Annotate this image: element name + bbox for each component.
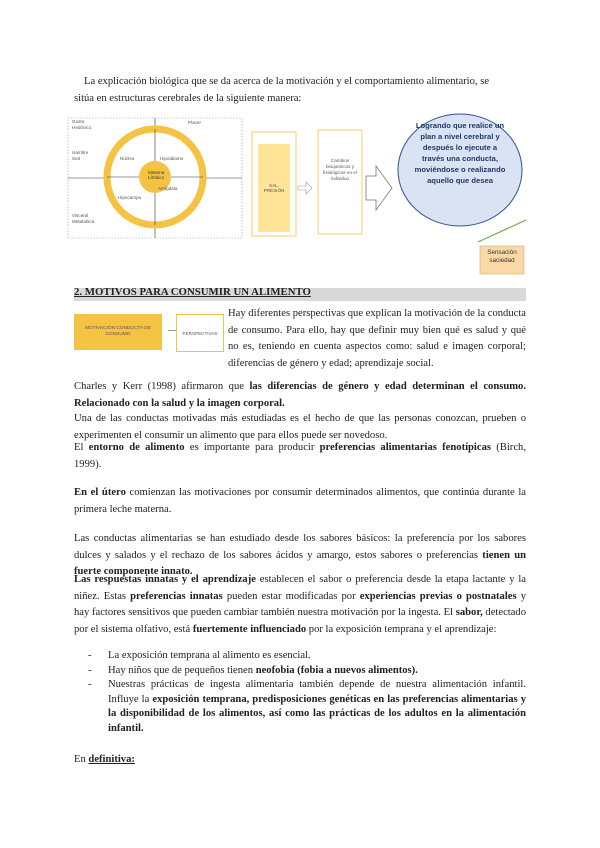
bullet-3 [74,678,526,736]
resp-c: preferencias innatas [130,590,223,602]
conductas-paragraph: Una de las conductas motivadas más estudiadas es el hecho de que las personas conozcan, prueben o experimenten el consumir un alimento que para ellos puede ser novedoso. [74,413,526,441]
entorno-e: (Birch, 1999). [74,442,526,470]
bullet-1: - La exposición temprana al alimento es esencial. [74,649,526,664]
sabores-text: Las conductas alimentarias se han estudiado desde los sabores básicos: la preferencia por los sabores dulces y salados y el rechazo de los sabores ácidos y amargo, estos sabores o preferencias [74,533,526,561]
connector-line [168,330,176,331]
section-2-heading: 2. MOTIVOS PARA CONSUMIR UN ALIMENTO [74,286,311,298]
resp-i: fuertemente influenciado [192,623,307,635]
bullet-2-text: Hay niños que de pequeños tienen [108,664,256,676]
resp-g: sabor, [455,607,483,618]
utero-bold: En el útero [74,487,126,498]
label-nucleo: Núcleo [120,156,135,161]
intro-line-1: La explicación biológica que se da acerca de la motivación y el comportamiento alimentario, se [84,76,490,87]
label-gusto: Gusto [72,119,85,124]
conclusion-a: En [74,754,89,765]
perspectivas-box: PERSPECTIVAS [176,314,224,352]
entorno-a: El [74,442,89,453]
label-hedonico: Hedónico [72,125,92,130]
sabores-bold: tienen un fuerte componente innato. [74,549,526,577]
conclusion-paragraph [74,752,526,769]
relacionado-bold: Relacionado con la salud y la imagen corporal. [74,397,285,409]
resp-b: establecen el sabor o preferencia desde la etapa lactante y la niñez. Estas [74,574,526,602]
label-hambre: Hambre [72,150,89,155]
sensacion-text: Sensación saciedad [487,249,517,264]
utero-text: comienzan las motivaciones por consumir determinados alimentos, que continúa durante la primera leche materna. [74,487,526,515]
green-line [478,220,526,242]
charles-bold: las diferencias de género y edad determinan el consumo. [249,381,526,392]
bullet-2-bold: neofobia (fobia a nuevos alimentos). [255,664,418,676]
bullet-list [74,649,526,736]
charles-kerr-paragraph [74,379,526,412]
entorno-b: entorno de alimento [88,442,185,453]
arrow-right-1 [298,182,312,194]
conclusion-b: definitiva: [88,754,135,765]
middle-box [318,130,362,234]
oval-text: Logrando que realice un plan a nivel cerebral y después lo ejecute a través una conducta, moviéndose o realizando aquello que desea [414,121,506,185]
respuestas-paragraph [74,572,526,638]
resp-j: por la exposición temprana y el aprendizaje: [306,623,497,635]
bullet-2 [74,664,526,679]
label-hipocampo: Hipocampo [118,195,142,200]
arrow-right-2 [366,166,392,210]
bullet-3-text: Nuestras prácticas de ingesta alimentaria también depende de nuestra alimentación infantil. Influye la [108,679,526,705]
utero-paragraph [74,485,526,518]
intro-paragraph [74,74,526,107]
resp-a: Las respuestas innatas y el aprendizaje [74,574,256,585]
perspectivas-paragraph: Hay diferentes perspectivas que explican la motivación de la conducta de consumo. Para ello, hay que definir muy bien qué es salud y qué no es, teniendo en cuenta aspectos como: salud e imagen corporal; diferencias de género y edad; aprendizaje social. [228,308,526,369]
gold-box-text: SAL, PRESIÓN [263,183,285,193]
label-amigdala: Amígdala [158,186,178,191]
intro-line-2: sitúa en estructuras cerebrales de la siguiente manera: [74,92,302,104]
middle-box-text: Cambios bioquímicos y fisiológicos en el individuo [323,158,357,181]
label-metabolica: Metabólica [72,219,95,224]
motivacion-box: MOTIVACIÓN CONDUCTA DE CONSUMO [74,314,162,350]
label-hipotalamo: Hipotálamo [160,156,184,161]
label-sistema-limbico: Sistema Límbico [147,170,165,180]
resp-d: pueden estar modificadas por [222,590,360,602]
entorno-d: preferencias alimentarias fenotípicas [319,442,491,453]
bullet-3-bold: exposición temprana, predisposiciones genéticas en las preferencias alimentarias y la disponibilidad de los alimentos, así como las prácticas de los adultos en la alimentación infantil. [108,693,526,734]
entorno-c: es importante para producir [184,442,320,453]
resp-h: detectado por el sistema olfativo, está [74,607,527,635]
label-sed: Sed [72,156,81,161]
charles-text: Charles y Kerr (1998) afirmaron que [74,381,250,392]
resp-e: experiencias previas o postnatales [359,590,517,602]
entorno-paragraph [74,440,526,473]
resp-f: y hay factores sensitivos que pueden cambiar también nuestra motivación por la ingesta. El [74,590,526,618]
label-placer: Placer [188,120,202,125]
label-visceral: Visceral [72,213,89,218]
